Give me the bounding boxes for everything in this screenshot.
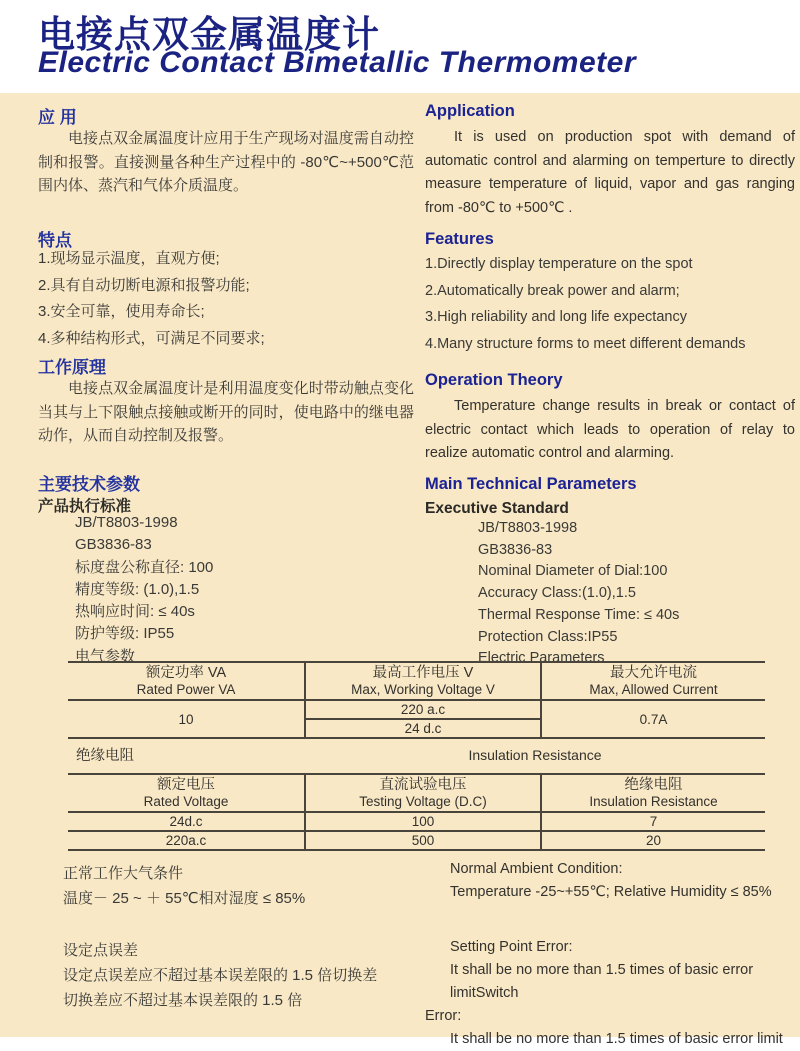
- rated-power-value: 10: [68, 700, 305, 738]
- feature-item-zh: 2.具有自动切断电源和报警功能;: [38, 276, 250, 294]
- table-row: [68, 831, 765, 850]
- parameter-item-zh: 标度盘公称直径: 100: [75, 558, 214, 576]
- header-cell-insulation-resistance: [541, 774, 765, 812]
- voltage-dc-value: 24 d.c: [305, 719, 541, 738]
- parameter-item-zh: 电气参数: [75, 647, 136, 665]
- header-en: Max, Working Voltage V: [351, 682, 495, 697]
- ambient-condition-value-en: Temperature -25~+55℃; Relative Humidity ≤ 85%: [450, 884, 772, 900]
- application-body-en: It is used on production spot with demand of automatic control and alarming on temperture to directly measure temperature of liquid, vapor and gas ranging from -80℃ to +500℃ .: [425, 129, 795, 216]
- feature-item-zh: 1.现场显示温度，直观方便;: [38, 250, 220, 267]
- parameters-list-zh: [75, 512, 213, 668]
- parameter-item-en: Nominal Diameter of Dial:100: [478, 563, 668, 580]
- footer-zh: [63, 861, 428, 1013]
- insulation-caption-en: Insulation Resistance: [468, 746, 602, 763]
- operation-heading-en: Operation Theory: [425, 371, 563, 389]
- header-zh: 直流试验电压: [379, 777, 467, 793]
- header-cell-rated-power: [68, 662, 305, 700]
- cell-rated-voltage: 220a.c: [68, 831, 305, 850]
- features-list-en: [425, 251, 746, 357]
- operation-heading-zh: 工作原理: [38, 358, 106, 377]
- header-zh: 绝缘电阻: [624, 777, 683, 793]
- parameters-subheading-zh: 产品执行标准: [38, 498, 132, 515]
- parameter-item-zh: 精度等级: (1.0),1.5: [75, 580, 200, 598]
- features-heading-zh: 特点: [38, 231, 72, 250]
- parameter-item-en: JB/T8803-1998: [478, 520, 578, 536]
- operation-body-en: Temperature change results in break or contact of electric contact which leads to operation of relay to realize automatic control and alarming.: [425, 398, 795, 461]
- cell-rated-voltage: 24d.c: [68, 812, 305, 831]
- feature-item-en: 1.Directly display temperature on the spot: [425, 256, 693, 272]
- header-en: Rated Voltage: [143, 794, 229, 809]
- parameter-item-en: GB3836-83: [478, 541, 553, 558]
- header-zh: 最高工作电压 V: [372, 665, 474, 681]
- header-en: Testing Voltage (D.C): [359, 794, 487, 809]
- setting-error-heading-zh: 设定点误差: [63, 942, 139, 959]
- max-current-value: 0.7A: [541, 700, 765, 738]
- feature-item-en: 4.Many structure forms to meet different demands: [425, 335, 746, 352]
- setting-error-line-en: Error:: [425, 1008, 462, 1024]
- insulation-resistance-table: [68, 773, 765, 851]
- insulation-caption-zh: 绝缘电阻: [76, 748, 134, 764]
- header-zh: 最大允许电流: [610, 665, 697, 681]
- header-cell-max-current: [541, 662, 765, 700]
- header-cell-testing-voltage: [305, 774, 541, 812]
- features-heading-en: Features: [425, 230, 494, 248]
- cell-insulation-resistance: 20: [541, 831, 765, 850]
- page-title-en: Electric Contact Bimetallic Thermometer: [38, 46, 637, 79]
- feature-item-zh: 4.多种结构形式，可满足不同要求;: [38, 329, 265, 347]
- cell-testing-voltage: 500: [305, 831, 541, 850]
- parameters-heading-en: Main Technical Parameters: [425, 475, 637, 493]
- parameter-item-en: Electric Parameters: [478, 650, 605, 667]
- feature-item-en: 2.Automatically break power and alarm;: [425, 282, 680, 299]
- parameter-item-en: Protection Class:IP55: [478, 628, 618, 645]
- page-title-zh: 电接点双金属温度计: [38, 14, 380, 55]
- feature-item-en: 3.High reliability and long life expectancy: [425, 309, 687, 326]
- setting-error-line-en: It shall be no more than 1.5 times of basic error limitSwitch: [450, 962, 754, 1001]
- features-list-zh: [38, 246, 265, 352]
- electric-parameters-table: [68, 661, 765, 739]
- header-en: Rated Power VA: [136, 682, 236, 697]
- footer-en: [425, 858, 797, 1051]
- setting-error-line-zh: 切换差应不超过基本误差限的 1.5 倍: [63, 992, 303, 1009]
- feature-item-zh: 3.安全可靠，使用寿命长;: [38, 303, 205, 321]
- header-cell-rated-voltage: [68, 774, 305, 812]
- parameters-subheading-en: Executive Standard: [425, 500, 569, 517]
- parameter-item-en: Thermal Response Time: ≤ 40s: [478, 606, 680, 623]
- application-heading-zh: 应 用: [38, 108, 77, 127]
- setting-error-line-en: It shall be no more than 1.5 times of basic error limit: [450, 1031, 783, 1047]
- setting-error-line-zh: 设定点误差应不超过基本误差限的 1.5 倍切换差: [63, 967, 378, 984]
- table-header-row: [68, 662, 765, 700]
- operation-body-zh: 电接点双金属温度计是利用温度变化时带动触点变化当其与上下限触点接触或断开的同时，使电路中的继电器动作，从而自动控制及报警。: [38, 380, 414, 444]
- ambient-condition-heading-zh: 正常工作大气条件: [63, 865, 184, 882]
- table-header-row: [68, 774, 765, 812]
- parameters-list-en: [478, 518, 679, 670]
- header-zh: 额定功率 VA: [145, 665, 227, 681]
- parameter-item-zh: GB3836-83: [75, 536, 152, 554]
- application-body-zh: 电接点双金属温度计应用于生产现场对温度需自动控制和报警。直接测量各种生产过程中的 -80℃~+500℃范围内体、蒸汽和气体介质温度。: [38, 130, 414, 194]
- table-row: [68, 700, 765, 719]
- parameter-item-zh: JB/T8803-1998: [75, 514, 178, 531]
- insulation-caption-row: [68, 744, 765, 765]
- header-en: Max, Allowed Current: [589, 682, 718, 697]
- application-heading-en: Application: [425, 102, 515, 120]
- ambient-condition-value-zh: 温度－ 25 ~ ＋ 55℃相对湿度 ≤ 85%: [63, 890, 306, 907]
- ambient-condition-heading-en: Normal Ambient Condition:: [450, 861, 623, 877]
- setting-error-heading-en: Setting Point Error:: [450, 939, 573, 955]
- table-row: [68, 812, 765, 831]
- cell-testing-voltage: 100: [305, 812, 541, 831]
- parameters-heading-zh: 主要技术参数: [38, 475, 140, 494]
- header-zh: 额定电压: [157, 777, 215, 793]
- header-en: Insulation Resistance: [589, 794, 718, 809]
- voltage-ac-value: 220 a.c: [305, 700, 541, 719]
- header-cell-max-voltage: [305, 662, 541, 700]
- parameter-item-zh: 防护等级: IP55: [75, 625, 175, 643]
- parameter-item-zh: 热响应时间: ≤ 40s: [75, 603, 195, 621]
- parameter-item-en: Accuracy Class:(1.0),1.5: [478, 585, 636, 602]
- cell-insulation-resistance: 7: [541, 812, 765, 831]
